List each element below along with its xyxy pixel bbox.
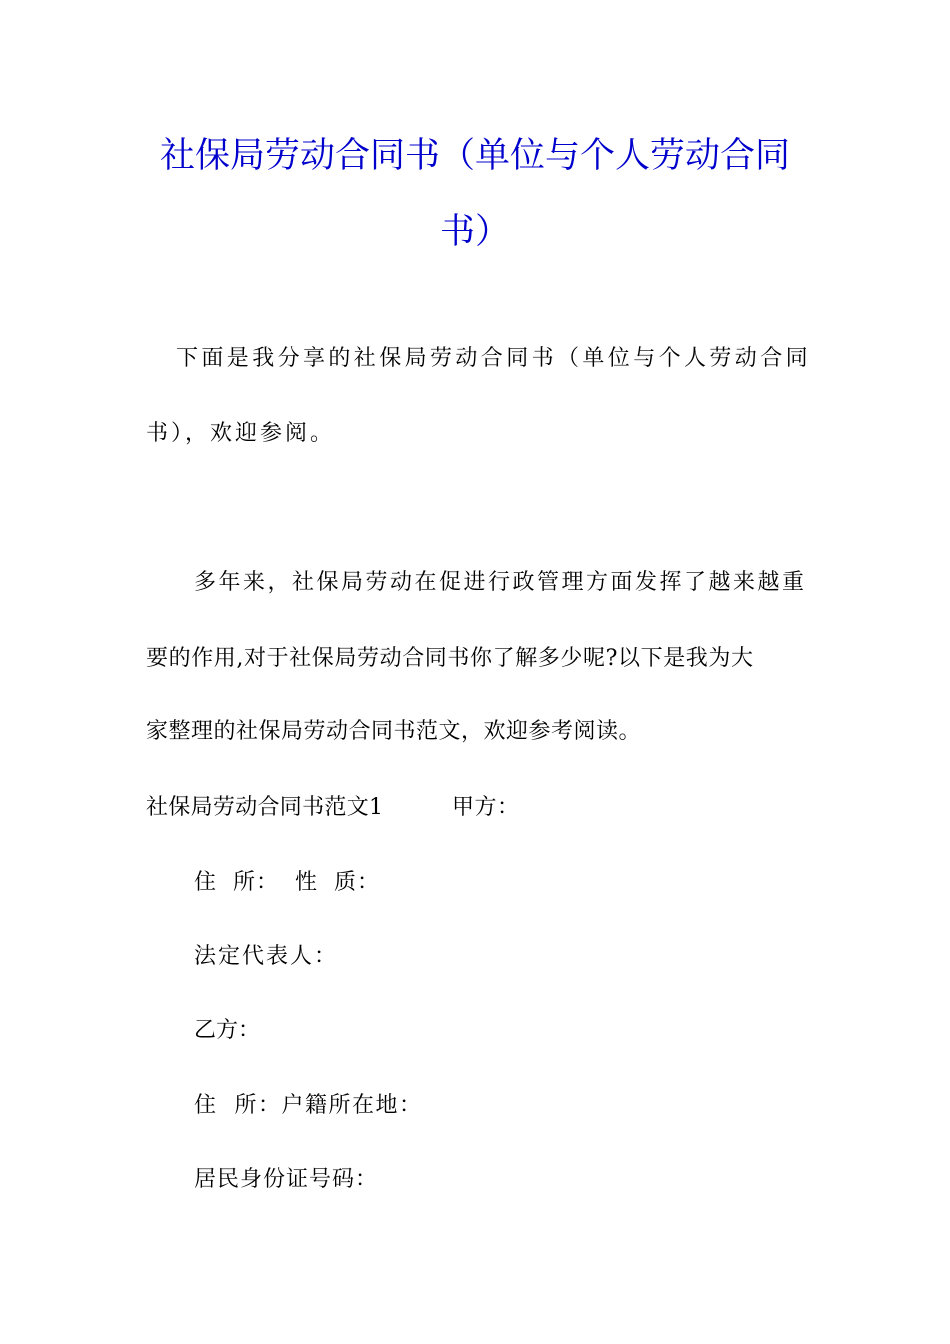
sample-heading: 社保局劳动合同书范文1 bbox=[146, 795, 384, 820]
id-number-field: 居民身份证号码： bbox=[194, 1167, 379, 1192]
party-a-label: 甲方： bbox=[452, 795, 520, 820]
legal-representative-field: 法定代表人： bbox=[194, 944, 339, 969]
document-title-line-2: 书） bbox=[439, 212, 510, 252]
paragraph-line-1: 多年来，社保局劳动在促进行政管理方面发挥了越来越重 bbox=[194, 570, 807, 595]
address-nature-field: 住 所： 性 质： bbox=[194, 870, 380, 895]
paragraph-line-2: 要的作用,对于社保局劳动合同书你了解多少呢?以下是我为大 bbox=[146, 646, 754, 671]
document-title-line-1: 社保局劳动合同书（单位与个人劳动合同 bbox=[159, 136, 790, 176]
paragraph-line-3: 家整理的社保局劳动合同书范文，欢迎参考阅读。 bbox=[146, 719, 642, 744]
intro-line-1: 下面是我分享的社保局劳动合同书（单位与个人劳动合同 bbox=[176, 346, 812, 371]
intro-line-2: 书），欢迎参阅。 bbox=[146, 421, 336, 446]
party-b-label: 乙方： bbox=[194, 1018, 261, 1043]
address-hukou-field: 住 所：户籍所在地： bbox=[194, 1093, 423, 1118]
